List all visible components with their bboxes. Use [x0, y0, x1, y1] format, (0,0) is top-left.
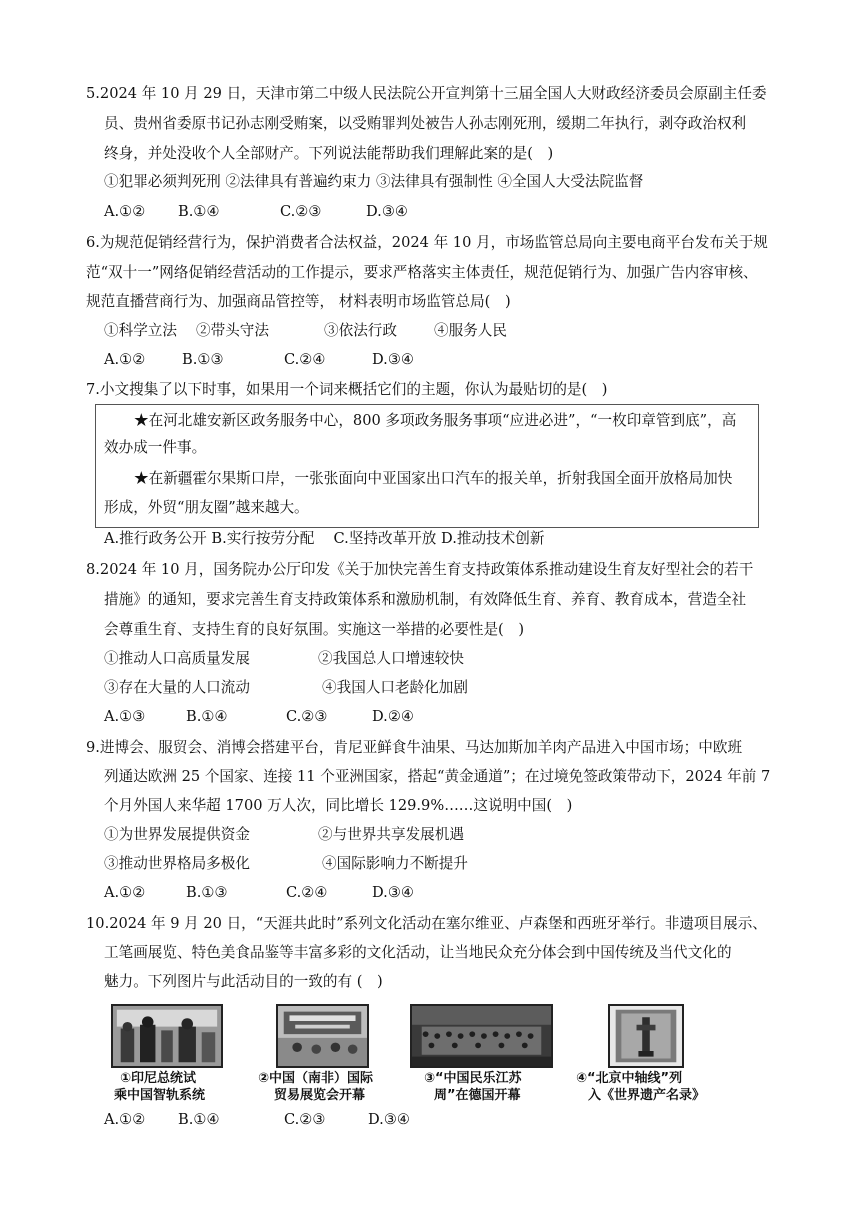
q8-option-d[interactable]: D.②④ — [372, 708, 414, 725]
picture-4-caption-line-2: 入《世界遗产名录》 — [588, 1088, 706, 1103]
q6-statement-1: ①科学立法 — [104, 322, 177, 339]
q9-stem-line-3: 个月外国人来华超 1700 万人次，同比增长 129.9%……这说明中国( ) — [104, 797, 573, 814]
q9-option-c[interactable]: C.②④ — [286, 884, 328, 901]
q10-option-c[interactable]: C.②③ — [284, 1111, 326, 1128]
q8-statement-1: ①推动人口高质量发展 — [104, 650, 250, 667]
q9-option-b[interactable]: B.①③ — [186, 884, 228, 901]
q10-options — [104, 1110, 410, 1130]
q6-stem-line-1: 6.为规范促销经营行为，保护消费者合法权益，2024 年 10 月，市场监管总局向主要电商平台发布关于规 — [86, 234, 768, 251]
picture-1-caption-line-1: ①印尼总统试 — [120, 1071, 197, 1086]
q9-statement-3: ③推动世界格局多极化 — [104, 855, 250, 872]
q7-box-line-2: 效办成一件事。 — [104, 439, 207, 456]
q5-stem-line-3: 终身，并处没收个人全部财产。下列说法能帮助我们理解此案的是( ) — [104, 145, 554, 162]
q10-option-b[interactable]: B.①④ — [178, 1111, 220, 1128]
q5-option-a[interactable]: A.①② — [104, 203, 146, 220]
picture-4-caption-line-1: ④“北京中轴线”列 — [576, 1071, 683, 1086]
picture-3-caption-line-1: ③“中国民乐江苏 — [424, 1071, 522, 1086]
q6-option-c[interactable]: C.②④ — [284, 351, 326, 368]
q9-option-d[interactable]: D.③④ — [372, 884, 414, 901]
q7-box-line-3: ★在新疆霍尔果斯口岸，一张张面向中亚国家出口汽车的报关单，折射我国全面开放格局加快 — [134, 470, 733, 487]
picture-1-caption-line-2: 乘中国智轨系统 — [114, 1088, 206, 1103]
q6-stem-line-3: 规范直播营商行为、加强商品管控等， 材料表明市场监管总局( ) — [86, 293, 511, 310]
picture-3-concert-photo — [410, 1004, 553, 1068]
q10-stem-line-2: 工笔画展览、特色美食品鉴等丰富多彩的文化活动，让当地民众充分体会到中国传统及当代文化的 — [104, 944, 732, 961]
q8-stem-line-3: 会尊重生育、支持生育的良好氛围。实施这一举措的必要性是( ) — [104, 621, 525, 638]
q8-stem-line-2: 措施》的通知，要求完善生育支持政策体系和激励机制，有效降低生育、养育、教育成本，营造全社 — [104, 591, 747, 608]
q6-statement-2: ②带头守法 — [196, 322, 269, 339]
q5-statements: ①犯罪必须判死刑 ②法律具有普遍约束力 ③法律具有强制性 ④全国人大受法院监督 — [104, 173, 644, 190]
q9-option-a[interactable]: A.①② — [104, 884, 146, 901]
q8-options — [104, 707, 414, 727]
q8-statements-row-1 — [104, 649, 464, 669]
q7-box-line-1: ★在河北雄安新区政务服务中心，800 多项政务服务事项“应进必进”，“一枚印章管到底”，高 — [134, 412, 737, 429]
picture-1-metro-photo — [111, 1004, 223, 1068]
q10-option-d[interactable]: D.③④ — [368, 1111, 410, 1128]
q9-statements-row-1 — [104, 825, 464, 845]
q9-statement-4: ④国际影响力不断提升 — [322, 855, 468, 872]
q10-stem-line-1: 10.2024 年 9 月 20 日，“天涯共此时”系列文化活动在塞尔维亚、卢森堡和西班牙举行。非遗项目展示、 — [86, 915, 767, 932]
q6-option-a[interactable]: A.①② — [104, 351, 146, 368]
q8-stem-line-1: 8.2024 年 10 月，国务院办公厅印发《关于加快完善生育支持政策体系推动建设生育友好型社会的若干 — [86, 561, 754, 578]
q6-stem-line-2: 范“双十一”网络促销经营活动的工作提示，要求严格落实主体责任，规范促销行为、加强广告内容审核、 — [86, 264, 758, 281]
q8-option-a[interactable]: A.①③ — [104, 708, 146, 725]
picture-3-caption-line-2: 周”在德国开幕 — [434, 1088, 521, 1103]
picture-2-caption-line-2: 贸易展览会开幕 — [274, 1088, 366, 1103]
q8-option-c[interactable]: C.②③ — [286, 708, 328, 725]
q7-options[interactable]: A.推行政务公开 B.实行按劳分配 C.坚持改革开放 D.推动技术创新 — [104, 530, 545, 547]
q9-statement-1: ①为世界发展提供资金 — [104, 826, 250, 843]
q9-statement-2: ②与世界共享发展机遇 — [318, 826, 464, 843]
q6-statement-4: ④服务人民 — [434, 322, 507, 339]
q9-stem-line-2: 列通达欧洲 25 个国家、连接 11 个亚洲国家，搭起“黄金通道”；在过境免签政策带动下，2024 年前 7 — [104, 768, 771, 785]
picture-2-caption-line-1: ②中国（南非）国际 — [258, 1071, 374, 1086]
q5-option-d[interactable]: D.③④ — [366, 203, 408, 220]
q10-stem-line-3: 魅力。下列图片与此活动目的一致的有 ( ) — [104, 973, 383, 990]
q5-options — [104, 202, 408, 222]
q5-stem-line-1: 5.2024 年 10 月 29 日，天津市第二中级人民法院公开宣判第十三届全国人大财政经济委员会原副主任委 — [86, 85, 767, 102]
q8-statement-3: ③存在大量的人口流动 — [104, 679, 250, 696]
q9-statements-row-2 — [104, 854, 468, 874]
q9-options — [104, 883, 414, 903]
q9-stem-line-1: 9.进博会、服贸会、消博会搭建平台，肯尼亚鲜食牛油果、马达加斯加羊肉产品进入中国市场；中欧班 — [86, 739, 743, 756]
q8-statement-4: ④我国人口老龄化加剧 — [322, 679, 468, 696]
q6-statement-3: ③依法行政 — [324, 322, 397, 339]
q6-options — [104, 350, 414, 370]
q6-option-d[interactable]: D.③④ — [372, 351, 414, 368]
q5-option-c[interactable]: C.②③ — [280, 203, 322, 220]
q7-stem: 7.小文搜集了以下时事，如果用一个词来概括它们的主题，你认为最贴切的是( ) — [86, 381, 608, 398]
q10-option-a[interactable]: A.①② — [104, 1111, 146, 1128]
q8-statements-row-2 — [104, 678, 468, 698]
picture-4-axis-photo — [608, 1004, 684, 1068]
q5-option-b[interactable]: B.①④ — [178, 203, 220, 220]
picture-2-expo-photo — [276, 1004, 369, 1068]
q5-stem-line-2: 员、贵州省委原书记孙志刚受贿案，以受贿罪判处被告人孙志刚死刑，缓期二年执行，剥夺政治权利 — [104, 115, 747, 132]
q7-box-line-4: 形成，外贸“朋友圈”越来越大。 — [104, 499, 309, 516]
q6-statements — [104, 321, 507, 341]
q8-option-b[interactable]: B.①④ — [186, 708, 228, 725]
q8-statement-2: ②我国总人口增速较快 — [318, 650, 464, 667]
q6-option-b[interactable]: B.①③ — [182, 351, 224, 368]
